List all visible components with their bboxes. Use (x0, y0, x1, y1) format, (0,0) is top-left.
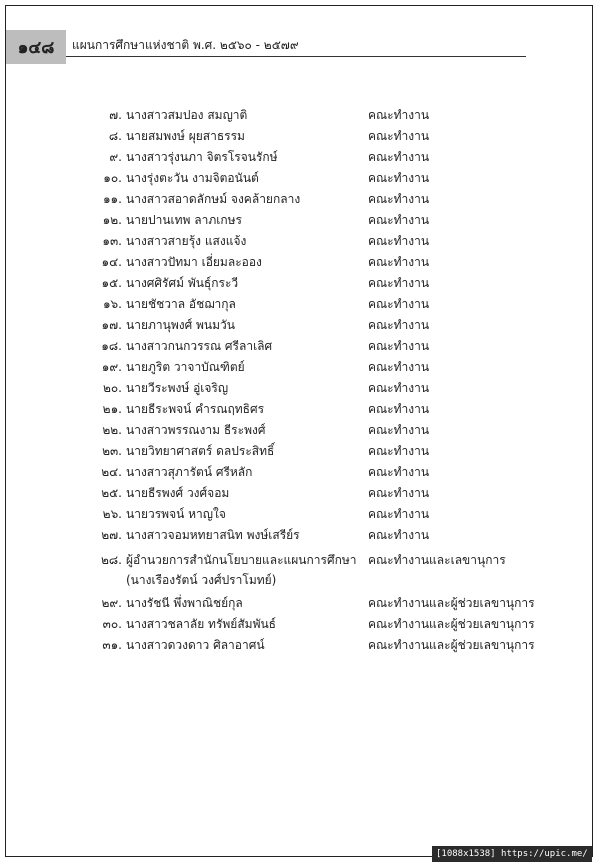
member-name: นายสมพงษ์ ผุยสาธรรม (126, 129, 245, 143)
member-name: นายภูริต วาจาบัณฑิตย์ (126, 360, 245, 374)
member-name: นางสาวจอมหทยาสนิท พงษ์เสรีย์ร (126, 528, 300, 542)
item-number: ๑๖. (102, 297, 122, 311)
list-item (0, 441, 600, 461)
item-number: ๑๕. (101, 276, 122, 290)
list-item (0, 593, 600, 613)
member-name: นางสาวชลาลัย ทรัพย์สัมพันธ์ (126, 617, 277, 631)
member-name: นายภานุพงศ์ พนมวัน (126, 318, 235, 332)
member-role: คณะทำงานและผู้ช่วยเลขานุการ (368, 596, 535, 610)
member-role: คณะทำงาน (368, 402, 430, 416)
list-item (0, 189, 600, 209)
member-name: นางสาวสมปอง สมญาติ (126, 108, 248, 122)
member-name: นายธีระพจน์ คำรณฤทธิศร (126, 402, 265, 416)
member-name: นางศศิรัศม์ พันธุ์กระวี (126, 276, 239, 290)
item-number: ๑๐. (103, 171, 122, 185)
list-item (0, 168, 600, 188)
member-role: คณะทำงานและผู้ช่วยเลขานุการ (368, 638, 535, 652)
member-name: นายวรพจน์ หาญใจ (126, 507, 226, 521)
member-role: คณะทำงาน (368, 360, 430, 374)
member-name: นายปานเทพ ลาภเกษร (126, 213, 242, 227)
item-number: ๒๑. (102, 402, 122, 416)
list-item (0, 483, 600, 503)
member-name: นางสาวพรรณงาม ธีระพงศ์ (126, 423, 266, 437)
list-item (0, 635, 600, 655)
member-role: คณะทำงาน (368, 255, 430, 269)
item-number: ๑๓. (102, 234, 122, 248)
list-item (0, 399, 600, 419)
list-item (0, 378, 600, 398)
list-item (0, 252, 600, 272)
header-divider (66, 56, 526, 57)
item-number: ๘. (108, 129, 122, 143)
item-number: ๑๔. (101, 255, 122, 269)
list-item (0, 105, 600, 125)
page-number: ๑๔๘ (6, 30, 66, 64)
member-name-continuation: (นางเรืองรัตน์ วงศ์ปราโมทย์) (126, 573, 277, 587)
member-name: นางสาวรุ่งนภา จิตรโรจนรักษ์ (126, 150, 278, 164)
item-number: ๑๗. (101, 318, 122, 332)
member-role: คณะทำงาน (368, 171, 430, 185)
member-role: คณะทำงานและเลขานุการ (368, 553, 506, 567)
member-role: คณะทำงาน (368, 213, 430, 227)
list-item (0, 315, 600, 335)
member-name: นางสาวปัทมา เอี่ยมละออง (126, 255, 262, 269)
member-name: นายธีรพงศ์ วงศ์จอม (126, 486, 230, 500)
member-role: คณะทำงาน (368, 486, 430, 500)
list-item (0, 294, 600, 314)
member-name: นางรัชนี พึ่งพาณิชย์กุล (126, 596, 243, 610)
member-role: คณะทำงาน (368, 381, 430, 395)
item-number: ๒๙. (101, 596, 122, 610)
item-number: ๓๑. (102, 638, 122, 652)
member-role: คณะทำงาน (368, 507, 430, 521)
member-role: คณะทำงาน (368, 318, 430, 332)
item-number: ๒๐. (102, 381, 122, 395)
item-number: ๒๗. (101, 528, 122, 542)
item-number: ๒๔. (101, 465, 122, 479)
list-item (0, 357, 600, 377)
member-role: คณะทำงาน (368, 234, 430, 248)
source-watermark: [1088x1538] https://upic.me/ (432, 846, 592, 862)
list-item (0, 126, 600, 146)
member-name: นายวิทยาศาสตร์ ดลประสิทธิ์ (126, 444, 275, 458)
member-role: คณะทำงาน (368, 339, 430, 353)
item-number: ๒๓. (102, 444, 122, 458)
member-role: คณะทำงาน (368, 528, 430, 542)
list-item (0, 147, 600, 167)
item-number: ๑๙. (101, 360, 122, 374)
member-role: คณะทำงาน (368, 276, 430, 290)
running-header: แผนการศึกษาแห่งชาติ พ.ศ. ๒๕๖๐ - ๒๕๗๙ (72, 38, 299, 52)
item-number: ๒๖. (102, 507, 122, 521)
member-role: คณะทำงาน (368, 108, 430, 122)
member-name: นางรุ่งตะวัน งามจิตอนันต์ (126, 171, 259, 185)
member-name: นางสาวดวงดาว ศิลาอาศน์ (126, 638, 265, 652)
item-number: ๓๐. (102, 617, 122, 631)
member-name: ผู้อำนวยการสำนักนโยบายและแผนการศึกษา (126, 553, 357, 567)
list-item (0, 525, 600, 545)
item-number: ๑๑. (102, 192, 122, 206)
member-role: คณะทำงาน (368, 150, 430, 164)
list-item (0, 420, 600, 440)
member-name: นางสาวสุภารัตน์ ศรีหลัก (126, 465, 253, 479)
item-number: ๗. (109, 108, 122, 122)
item-number: ๙. (109, 150, 122, 164)
member-name: นางสาวสอาดลักษม์ จงคล้ายกลาง (126, 192, 301, 206)
member-role: คณะทำงานและผู้ช่วยเลขานุการ (368, 617, 535, 631)
item-number: ๒๒. (102, 423, 122, 437)
list-item (0, 210, 600, 230)
list-item (0, 614, 600, 634)
member-role: คณะทำงาน (368, 423, 430, 437)
member-role: คณะทำงาน (368, 297, 430, 311)
member-name: นายชัชวาล อัชฌากุล (126, 297, 236, 311)
member-name: นางสาวกนกวรรณ ศรีลาเลิศ (126, 339, 273, 353)
member-name: นายวีระพงษ์ อู่เจริญ (126, 381, 229, 395)
member-role: คณะทำงาน (368, 192, 430, 206)
member-name: นางสาวสายรุ้ง แสงแจ้ง (126, 234, 247, 248)
item-number: ๒๘. (101, 553, 122, 567)
list-item (0, 462, 600, 482)
member-role: คณะทำงาน (368, 465, 430, 479)
item-number: ๒๕. (101, 486, 122, 500)
list-item (0, 504, 600, 524)
item-number: ๑๒. (102, 213, 122, 227)
list-item (0, 550, 600, 570)
list-item (0, 273, 600, 293)
list-item (0, 336, 600, 356)
member-role: คณะทำงาน (368, 444, 430, 458)
item-number: ๑๘. (101, 339, 122, 353)
list-item (0, 231, 600, 251)
member-role: คณะทำงาน (368, 129, 430, 143)
